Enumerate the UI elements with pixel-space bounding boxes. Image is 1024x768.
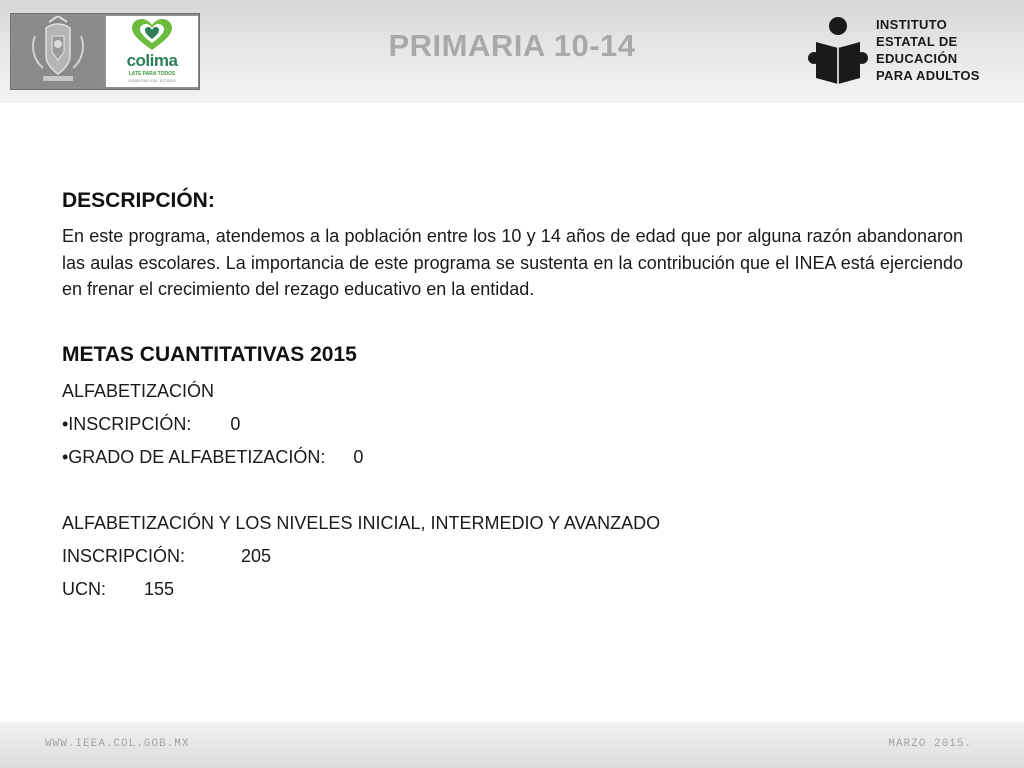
inea-line: INSTITUTO — [876, 17, 948, 32]
item-label: UCN: — [62, 578, 106, 599]
header-band — [0, 0, 1024, 103]
inea-line: PARA ADULTOS — [876, 68, 980, 83]
page-title: PRIMARIA 10-14 — [388, 28, 636, 63]
description-heading: DESCRIPCIÓN: — [62, 189, 215, 212]
colima-logo — [106, 16, 198, 87]
item-label: •GRADO DE ALFABETIZACIÓN: — [62, 446, 326, 467]
inea-name — [876, 16, 980, 84]
metas-heading: METAS CUANTITATIVAS 2015 — [62, 342, 357, 366]
list-item — [62, 540, 963, 573]
list-item — [62, 408, 963, 441]
colima-heart-icon — [106, 16, 198, 56]
spacer — [62, 474, 963, 507]
slide-content — [62, 189, 963, 606]
footer-date: MARZO 2015. — [888, 738, 972, 750]
colima-tagline: LATE PARA TODOS — [128, 71, 176, 77]
item-label: INSCRIPCIÓN: — [62, 545, 186, 566]
inea-line: EDUCACIÓN — [876, 51, 958, 66]
footer-url: WWW.IEEA.COL.GOB.MX — [45, 738, 190, 750]
list-item — [62, 573, 963, 606]
footer-band — [0, 722, 1024, 768]
item-value: 0 — [353, 446, 364, 467]
coat-of-arms-panel — [13, 16, 103, 87]
item-value: 0 — [230, 413, 241, 434]
state-logo-box — [10, 13, 200, 90]
colima-wordmark: colima — [126, 51, 178, 70]
inea-logo — [808, 16, 1008, 88]
colima-subline: GOBIERNO DEL ESTADO — [128, 78, 176, 83]
reader-icon — [808, 16, 868, 88]
description-text: En este programa, atendemos a la población entre los 10 y 14 años de edad que por alguna razón abandonaron las aulas escolares. La importancia de este programa se sustenta en la contribución que el INEA está ejerciendo en frenar el crecimiento del rezago educativo en la entidad. — [62, 226, 963, 299]
inea-line: ESTATAL DE — [876, 34, 958, 49]
item-value: 205 — [241, 545, 272, 566]
list-item — [62, 441, 963, 474]
section-title: ALFABETIZACIÓN — [62, 380, 215, 401]
item-label: •INSCRIPCIÓN: — [62, 413, 192, 434]
section-title: ALFABETIZACIÓN Y LOS NIVELES INICIAL, INTERMEDIO Y AVANZADO — [62, 512, 661, 533]
item-value: 155 — [144, 578, 175, 599]
coat-of-arms-icon — [13, 16, 103, 87]
